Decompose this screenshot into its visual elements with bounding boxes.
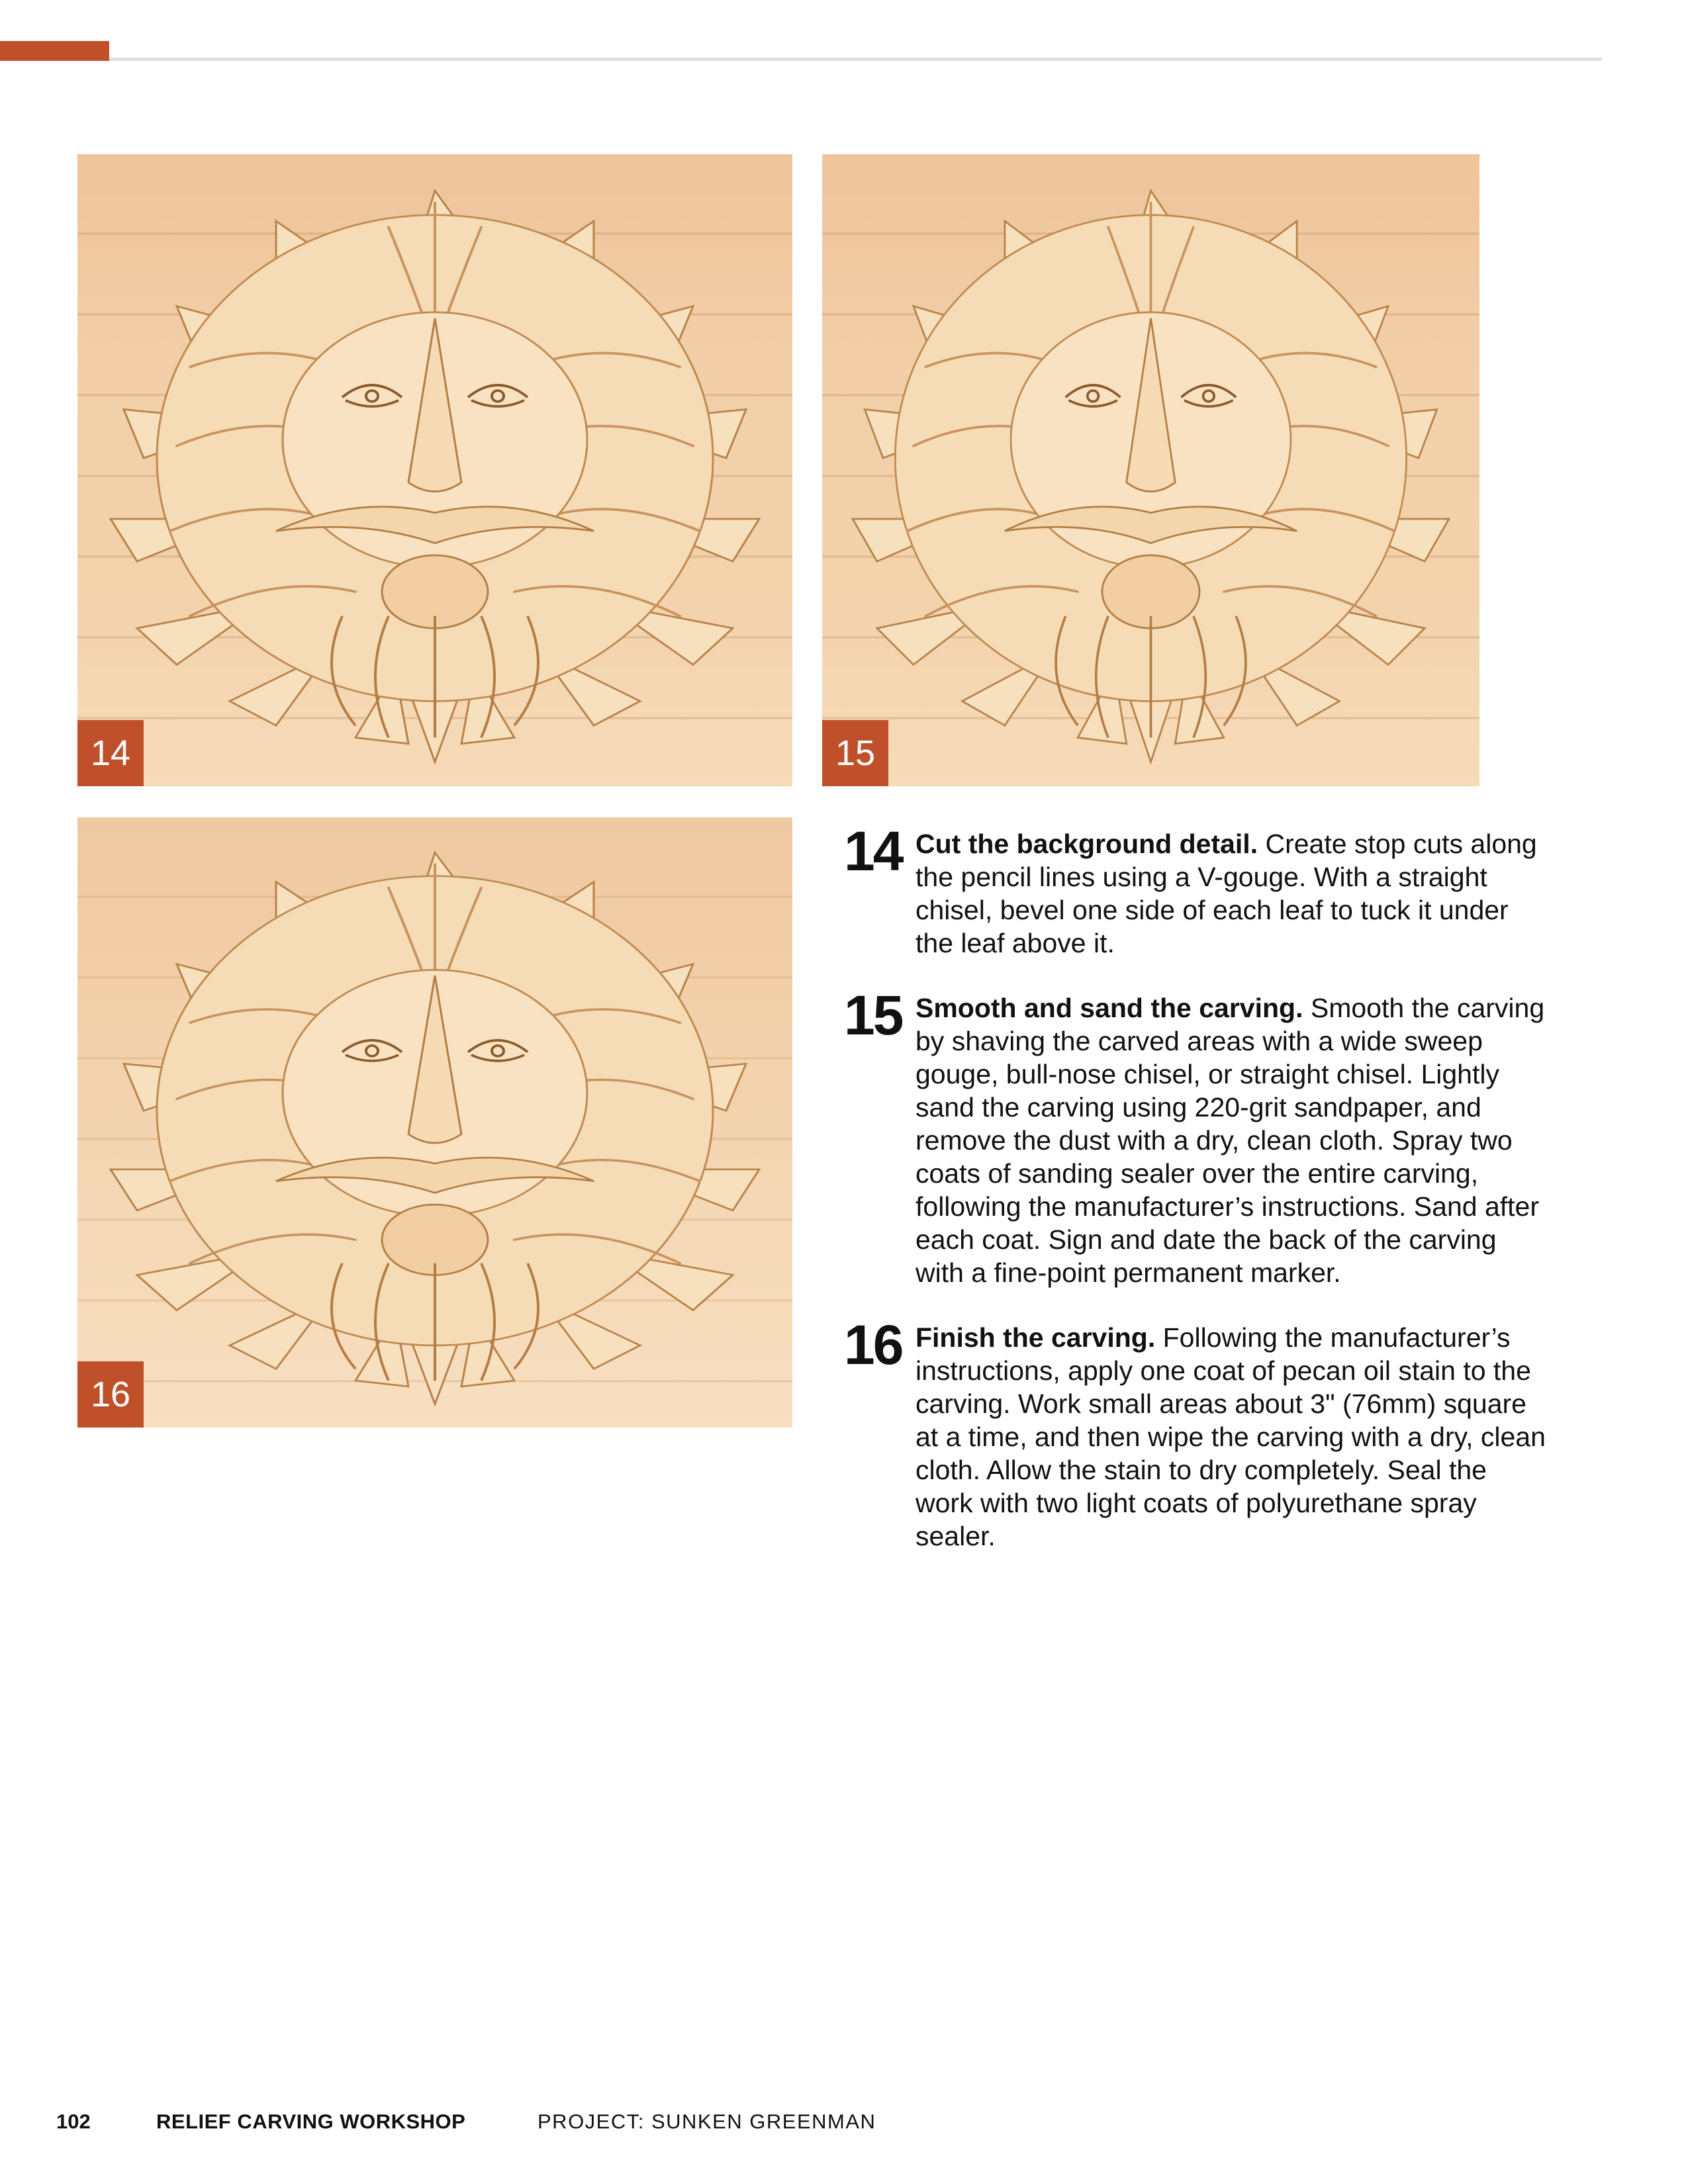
step-title: Cut the background detail. — [915, 829, 1258, 859]
book-title: RELIEF CARVING WORKSHOP — [156, 2110, 466, 2133]
step-text — [915, 991, 1546, 1289]
step-number: 15 — [844, 984, 902, 1046]
header-rule — [109, 58, 1602, 61]
step-number: 14 — [844, 820, 902, 882]
photo-number-badge: 14 — [77, 720, 144, 786]
section-title: PROJECT: SUNKEN GREENMAN — [538, 2110, 876, 2133]
page-number: 102 — [56, 2110, 91, 2133]
photo-number-badge: 16 — [77, 1361, 144, 1428]
step-15 — [844, 984, 1546, 1289]
instruction-steps — [844, 820, 1546, 1584]
step-text — [915, 1321, 1546, 1553]
photo-step-15 — [822, 154, 1479, 786]
carving-image — [77, 817, 792, 1428]
photo-number-badge: 15 — [822, 720, 888, 786]
step-body: Create stop cuts along the pencil lines using a V-gouge. With a straight chisel, bevel one side of each leaf to tuck it under the leaf above it. — [915, 829, 1537, 958]
step-text — [915, 827, 1546, 960]
header-accent-bar — [0, 41, 109, 61]
photo-step-16 — [77, 817, 792, 1428]
carving-image — [822, 154, 1479, 786]
step-number: 16 — [844, 1314, 902, 1376]
step-body: Smooth the carving by shaving the carved areas with a wide sweep gouge, bull-nose chisel, or straight chisel. Lightly sand the carving using 220-grit sandpaper, and remove the dust with a dry, clean cloth. Spray two coats of sanding sealer over the entire carving, following the manufacturer’s instructions. Sand after each coat. Sign and date the back of the carving with a fine-point permanent marker. — [915, 993, 1545, 1288]
step-title: Finish the carving. — [915, 1322, 1156, 1353]
step-14 — [844, 820, 1546, 960]
carving-image — [77, 154, 792, 786]
step-title: Smooth and sand the carving. — [915, 993, 1303, 1023]
photo-step-14 — [77, 154, 792, 786]
step-16 — [844, 1314, 1546, 1553]
step-body: Following the manufacturer’s instructions, apply one coat of pecan oil stain to the carving. Work small areas about 3" (76mm) square at a time, and then wipe the carving with a dry, clean cloth. Allow the stain to dry completely. Seal the work with two light coats of polyurethane spray sealer. — [915, 1322, 1546, 1551]
